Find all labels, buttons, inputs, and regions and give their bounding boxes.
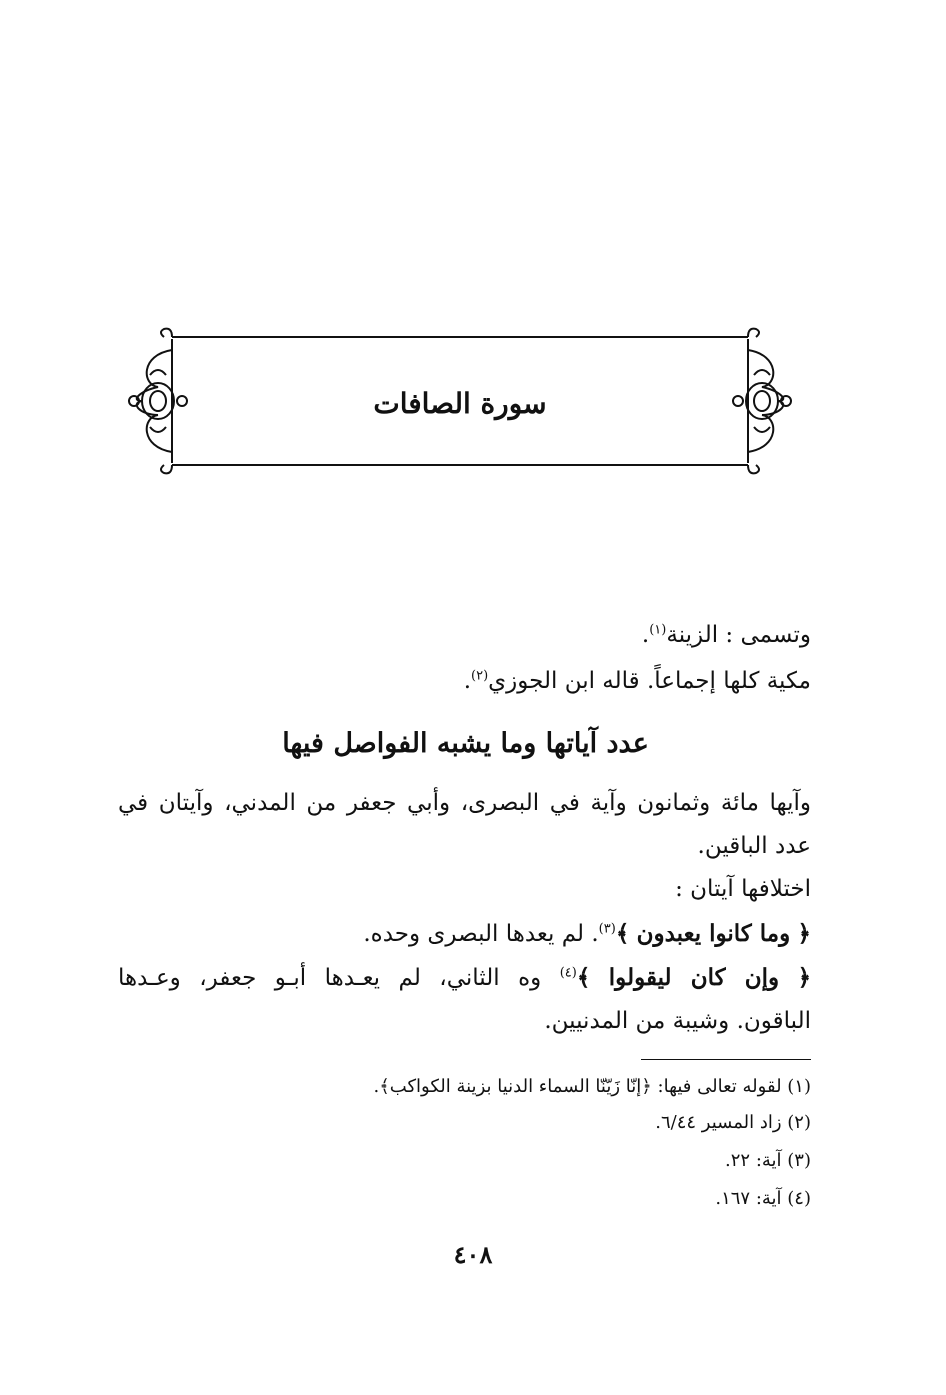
- footnote-ref-1: (١): [649, 622, 667, 638]
- verse-count-line-1: وآيها مائة وثمانون وآية في البصرى، وأبي جعفر من المدني، وآيتان في: [118, 790, 811, 816]
- footnote-1: (١) لقوله تعالى فيها: ﴿إنّا زَيّنّا السماء الدنيا بزينة الكواكب﴾.: [373, 1076, 811, 1097]
- quran-verse-2: وإن كان ليقولوا: [608, 964, 780, 991]
- surah-other-name-line: [642, 622, 811, 648]
- verse-2-line-2: الباقون. وشيبة من المدنيين.: [544, 1008, 811, 1034]
- page-number: ٤٠٨: [453, 1240, 493, 1269]
- verse-2-line: [118, 964, 811, 991]
- quran-verse-1: وما كانوا يعبدون: [636, 920, 791, 947]
- makkiya-line: [464, 668, 811, 694]
- quran-close-bracket: ﴾: [576, 964, 591, 991]
- quran-open-bracket: ﴿: [797, 920, 811, 947]
- footnote-ref-4: (٤): [559, 965, 577, 981]
- surah-title: سورة الصافات: [373, 387, 547, 420]
- footnote-3: (٣) آية: ٢٢.: [725, 1150, 811, 1171]
- makkiya-text: مكية كلها إجماعاً. قاله ابن الجوزي: [488, 668, 811, 694]
- surah-title-frame: [120, 325, 800, 475]
- footnote-2: (٢) زاد المسير ٦/٤٤.: [655, 1112, 811, 1133]
- line-end-mark: .: [463, 668, 471, 694]
- line-end-mark: .: [641, 622, 650, 648]
- verse-1-comment: . لم يعدها البصرى وحده.: [363, 921, 599, 947]
- verse-1-line: [363, 920, 811, 947]
- footnote-separator: [641, 1059, 811, 1060]
- verse-count-line-2: عدد الباقين.: [697, 833, 811, 859]
- surah-other-name-text: وتسمى : الزينة: [666, 622, 811, 648]
- quran-close-bracket: ﴾: [615, 920, 630, 947]
- differences-intro: اختلافها آيتان :: [675, 876, 811, 902]
- footnote-4: (٤) آية: ١٦٧.: [715, 1188, 811, 1209]
- footnote-ref-3: (٣): [598, 921, 616, 937]
- section-heading: عدد آياتها وما يشبه الفواصل فيها: [282, 728, 649, 759]
- quran-open-bracket: ﴿: [797, 964, 812, 991]
- footnote-ref-2: (٢): [471, 668, 489, 684]
- verse-2-comment: وه الثاني، لم يعـدها أبـو جعفر، وعـدها: [118, 965, 560, 991]
